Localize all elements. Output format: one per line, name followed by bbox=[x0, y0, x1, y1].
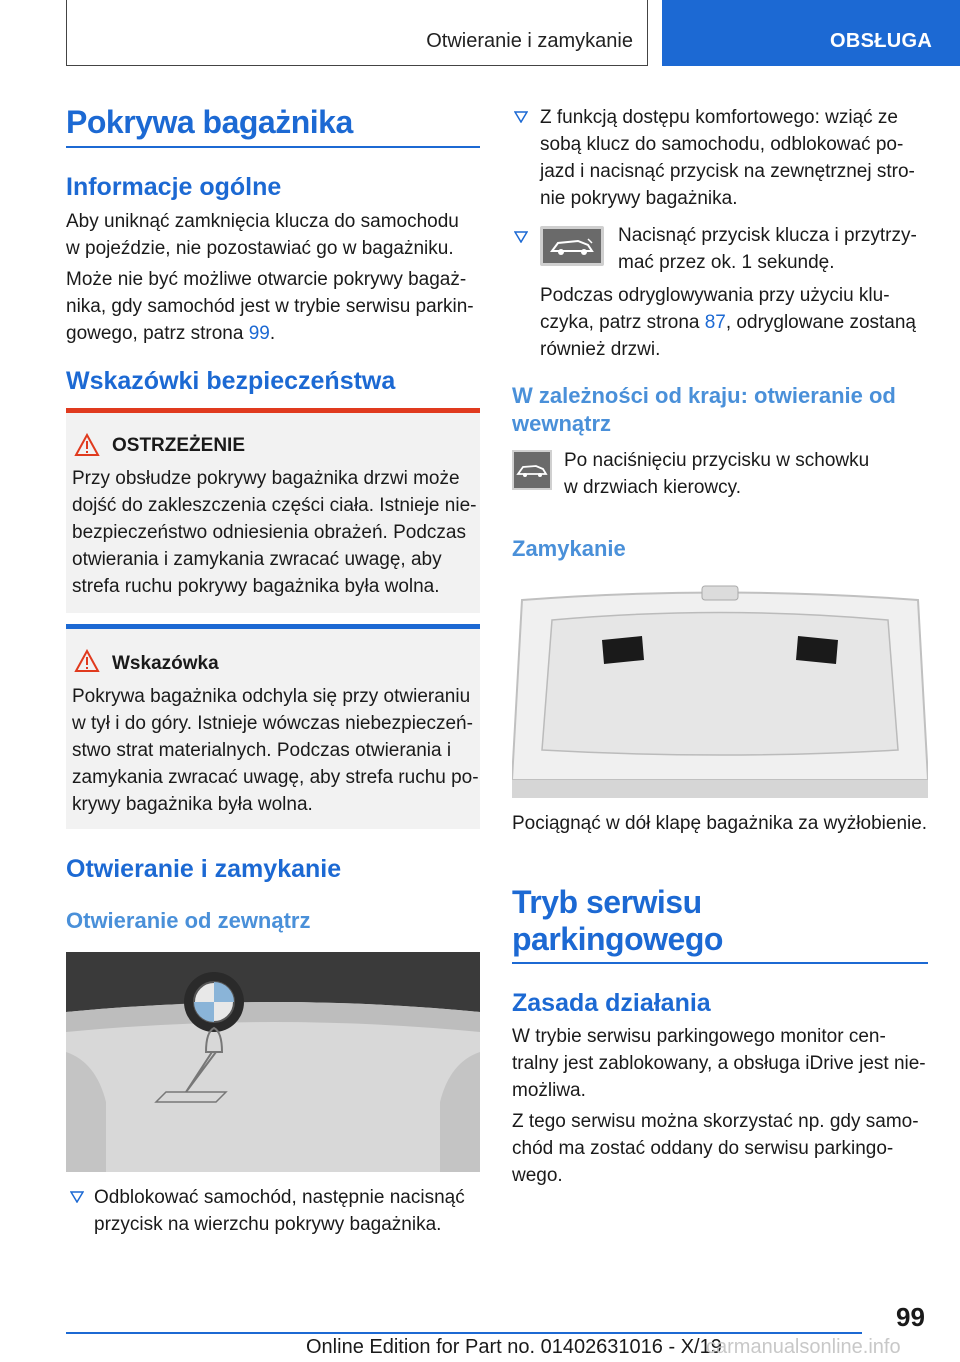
page-number: 99 bbox=[896, 1302, 925, 1332]
header-chapter-tab[interactable] bbox=[662, 0, 960, 66]
valet-rule bbox=[512, 962, 928, 964]
header-section-box bbox=[66, 0, 648, 66]
unlock-note: Podczas odryglowywania przy użyciu klu- czyka, patrz strona 87, odryglowane zostaną również drzwi. bbox=[540, 285, 916, 360]
page-link-99[interactable]: 99 bbox=[248, 323, 270, 344]
inside-text: Po naciśnięciu przycisku w schowku w drzwiach kierowcy. bbox=[564, 450, 870, 498]
open-close-heading: Otwieranie i zamykanie bbox=[66, 855, 342, 883]
general-paragraph-1: Aby uniknąć zamknięcia klucza do samochodu w pojeździe, nie pozostawiać go w bagażniku. bbox=[66, 211, 459, 259]
footer-rule bbox=[66, 1332, 862, 1334]
triangle-bullet-icon bbox=[514, 110, 528, 128]
inside-heading: W zależności od kraju: otwieranie od wewnątrz bbox=[512, 383, 896, 436]
warning-triangle-icon bbox=[74, 433, 100, 462]
bullet-unlock-press: Odblokować samochód, następnie nacisnąć przycisk na wierzchu pokrywy bagażnika. bbox=[94, 1187, 465, 1235]
general-paragraph-2: Może nie być możliwe otwarcie pokrywy bagaż- nika, gdy samochód jest w trybie serwisu parkin- gowego, patrz strona 99. bbox=[66, 269, 474, 344]
principle-paragraph-1: W trybie serwisu parkingowego monitor cen- tralny jest zablokowany, a obsługa iDrive jest nie- możliwa. bbox=[512, 1026, 926, 1101]
note-title: Wskazówka bbox=[112, 653, 219, 674]
note-text: Pokrywa bagażnika odchyla się przy otwieraniu w tył i do góry. Istnieje wówczas niebezpieczeń- stwo strat materialnych. Podczas otwierania i zamykania zwracać uwagę, aby strefa ruchu po- krywy bagażnika była wolna. bbox=[72, 686, 479, 815]
trunk-button-icon bbox=[540, 226, 604, 266]
closing-heading: Zamykanie bbox=[512, 536, 626, 561]
trunk-lid-inside-illustration bbox=[512, 580, 928, 798]
trunk-button-icon bbox=[512, 450, 552, 490]
warning-triangle-icon bbox=[74, 649, 100, 678]
triangle-bullet-icon bbox=[514, 230, 528, 248]
valet-title: Tryb serwisu parkingowego bbox=[512, 884, 723, 957]
page-link-87[interactable]: 87 bbox=[704, 312, 726, 333]
footer-watermark: carmanualsonline.info bbox=[706, 1336, 901, 1358]
safety-heading: Wskazówki bezpieczeństwa bbox=[66, 367, 396, 395]
warning-title: OSTRZEŻENIE bbox=[112, 435, 246, 456]
warning-text: Przy obsłudze pokrywy bagażnika drzwi może dojść do zakleszczenia części ciała. Istnieje nie- bezpieczeństwo odniesienia obrażeń. Podczas otwierania i zamykania zwracać uwagę, aby strefa ruchu pokrywy bagażnika była wolna. bbox=[72, 468, 477, 597]
open-outside-heading: Otwieranie od zewnątrz bbox=[66, 908, 311, 933]
bullet-key-button: Nacisnąć przycisk klucza i przytrzy- mać przez ok. 1 sekundę. bbox=[618, 225, 917, 273]
footer-edition: Online Edition for Part no. 01402631016 - X/19 bbox=[306, 1336, 722, 1358]
warning-box bbox=[66, 413, 480, 613]
title-rule bbox=[66, 146, 480, 148]
principle-paragraph-2: Z tego serwisu można skorzystać np. gdy samo- chód ma zostać oddany do serwisu parkingo- wego. bbox=[512, 1111, 919, 1186]
header-section-title: Otwieranie i zamykanie bbox=[426, 30, 633, 52]
principle-heading: Zasada działania bbox=[512, 989, 711, 1017]
note-box bbox=[66, 629, 480, 829]
triangle-bullet-icon bbox=[70, 1190, 84, 1208]
general-heading: Informacje ogólne bbox=[66, 173, 282, 201]
trunk-lid-outside-illustration bbox=[66, 952, 480, 1172]
bullet-comfort-access: Z funkcją dostępu komfortowego: wziąć ze sobą klucz do samochodu, odblokować po- jazd i nacisnąć przycisk na zewnętrznej stro- nie pokrywy bagażnika. bbox=[540, 107, 915, 209]
closing-caption: Pociągnąć w dół klapę bagażnika za wyżłobienie. bbox=[512, 813, 928, 834]
header-chapter-label: OBSŁUGA bbox=[830, 30, 933, 52]
section-title: Pokrywa bagażnika bbox=[66, 104, 353, 140]
